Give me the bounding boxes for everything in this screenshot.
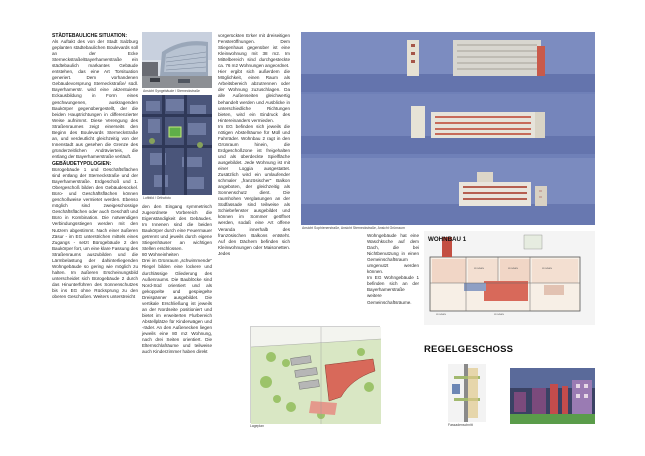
elevation-drawings [301,32,595,225]
plan-subtitle: REGELGESCHOSS [424,344,514,355]
column-situation [52,33,138,407]
svg-text:WOHNEN: WOHNEN [542,268,552,270]
site-caption: Lageplan [250,424,264,428]
column4-text: Wohngebäude hat eine Waschküche auf dem Dach, die bei Nichtbenutzung in einen Gemeinschaftsraum umgenutzt werden können. Im EG Wohngebäude 1 befinden sich an der Bayerhamerstraße weitere Gemeinschaftsräume. [367,233,419,305]
site-plan [250,326,380,423]
column3-text: vorgerückten Erker mit dreiseitigen Fensteröffnungen. Dem Stiegenhaus gegenüber ist eine Kleinwohnung mit 38 m2. Im Mittelbereich sind durchgesteckte ca. 76 m2 Wohnungen angeordnet. Hier ergibt sich außerdem die Möglichkeit, einen Raum als Arbeitsbereich abzutrennen oder der Wohnung zuzuschlagen. Da alle Außenseiten gleichwertig behandelt werden und Ausblicke in unterschiedliche Richtungen bieten, wird ein Eindruck des Hintereinanders vermieden. Im EG befinden sich jeweils die nötigen Abstellräume für Müll und Fahrräder. Wohnbau 2 ragt in den Grünraum hinein, die Erdgeschoßzone ist freigehalten und als überdeckte Spielfläche ausgebildet. Jede Wohnung ist mit einer Loggia ausgestattet. Zusätzlich wird ein umlaufender schmaler „französischer" Balkon angeboten, der gleichzeitig als Sonnenschutz dient. Die raumhohen Verglasungen an der Südfassade sind teilweise als Schiebefenster ausgebildet und können im Sommer geöffnet werden, sodaß eine Art offene Veranda innerhalb des französischen Balkons entsteht. Auf den Dächern befinden sich Kleinwohnungen oder Maisonetten. Jedes [218,33,290,256]
svg-text:WOHNEN: WOHNEN [436,314,446,316]
plan-title: WOHNBAU 1 [428,236,467,243]
elevations-caption: Ansicht Sophienerstraße, Ansicht Sterneckstraße, Ansicht Grünraum [302,226,405,230]
aerial-caption: Luftbild / Orthofoto [143,196,171,200]
aerial-map [142,95,212,195]
facade-detail [448,364,486,422]
facade-rendering [510,368,595,424]
street-photo [142,32,212,88]
svg-text:WOHNEN: WOHNEN [508,268,518,270]
detail-caption: Fassadenschnitt [448,423,473,427]
column2-text: den den Eingang symmetrisch zugeordnete Vorbereich die Eigenständigkeit des Gebäudes. Im Innenen sind die beiden Baukörper durch eine Feuermauer getrennt und jeweils durch eigene Stiegenhäuser an wichtigen Stellen erschlossen. 80 Wohneinheiten Drei im Grünraum „schwimmende" Riegel bilden eine lockere und durchlässige Gliederung des Außenraums. Die Baublöcke sind Nord-Süd orientiert und als gekoppelte und gespiegelte Dreispänner ausgebildet. Die vertikale Erschließung ist jeweils an der Nordseite positioniert und bietet im erweiterten Flurbereich Abstellplätze für Kinderwägen und -räder. An den Außenecken liegen jeweils eine 80 m2 Wohnung, nach drei Seiten orientiert. Die Elternschlafräume und teilweise auch Kinderzimmer haben direkt [142,204,212,355]
floor-plan [424,231,595,325]
text-situation: Als Auftakt des von der Stadt Salzburg geplanten städtebaulichen Boulevards soll an der Ecke Sterneckstraße/Bayerhamerstraße ein städtebaulich markantes Gebäude entstehen, das eine Art Torsituation generiert. Dem vorhandenen Gebäudevorsprung Sterneckstraße/ südl. Bayerhamerstr. wird eine akzentuierte Eckausbildung in Form eines geschwungenen, auskragenden Baukörper gegenübergestellt, der die beiden Hauptrichtungen in differenzierter Weise aufnimmt. Diese Verengung des Straßenraumes zeigt einerseits den Beginn des Boulevards Sterneckstraße an, und verdeutlicht gleichzeitig von der Innenstadt aus gesehen die Grenze des gründerzeitlichen Andrävierteis, die entlang der Bayerhamerstraße verläuft. [52,39,138,159]
photo-caption: Ansicht Syngebäude / Sterneckstraße [143,89,200,93]
heading-types: GEBÄUDETYPOLOGIEN: [52,160,112,167]
text-types: Bürogebäude 1 und Geschäftsflächen sind entlang der Sterneckstraße und der Bayerhamerstraße. Erdgeschoß und 1. Obergeschoß bilden den Gebäudesockel. Büro- und Geschäftsflächen können geschoßweise vermietet werden. Ebenso möglich sind zweigeschossige Geschäftsflächen oder auch Geschäft und Büro in Kombination. Die notwendigen Verbindungsstiegen werden mit den Nutzern abgestimmt. Nach einer äußeren Zäsur - im EG unterstrichen mittels eines Zugangs - setzt Bürogebäude 2 den Baukörper fort, um eine klare Fassung des Straßenraums auszubilden und die Lärmbelastung der dahinterliegenden Wohngebäude so gering wie möglich zu halten. Im äußeren Erscheinungsbild unterscheidet sich Bürogebäude 2 durch das Hinunterführen des Sonnenschutzes bis ins EG ohne Rücksprung zu den oberen Geschoßen. Weiters unterstreicht [52,167,138,300]
svg-text:WOHNEN: WOHNEN [474,268,484,270]
heading-situation: STÄDTEBAULICHE SITUATION: [52,33,127,39]
svg-text:WOHNEN: WOHNEN [494,314,504,316]
